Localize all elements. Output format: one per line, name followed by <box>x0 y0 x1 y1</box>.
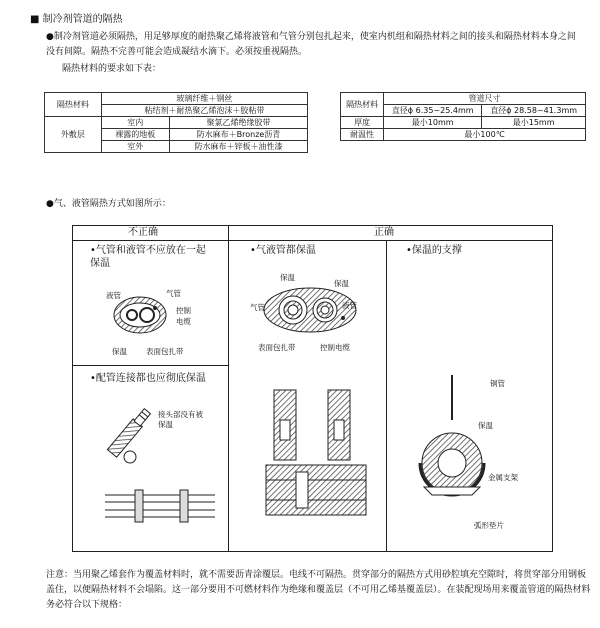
table-cell: 聚氯乙烯绝缘胶带 <box>169 117 307 129</box>
wrong-header: 不正确 <box>128 227 158 238</box>
table-cell: 玻璃纤维＋钢丝 <box>101 93 307 105</box>
table-cell: 裸露的地板 <box>101 129 169 141</box>
wrap-tape-label: 表面包扎带 <box>146 347 184 356</box>
insulated-joints-illustration <box>256 380 376 530</box>
wrong-right-divider <box>228 225 229 551</box>
right-divider <box>386 240 387 551</box>
table-cell: 管道尺寸 <box>384 93 586 105</box>
copper-pipe-label: 铜管 <box>490 379 505 388</box>
note-paragraph: 注意：当用聚乙烯套作为覆盖材料时，就不需要沥青涂覆层。电线不可隔热。贯穿部分的隔热方式用砂腔填充空隙时，将贯穿部分用钢板盖住，以便隔热材料不会塌陷。这一部分要用不可燃材料作为绝缘和覆盖层（不可用乙烯基覆盖层）。在装配现场用来覆盖管道的隔热材料务必符合以下规格： <box>46 570 591 610</box>
insulation-label: 保温 <box>112 347 127 356</box>
right1-title: •气液管都保温 <box>250 245 316 256</box>
wrong2-title: •配管连接都也应彻底保温 <box>90 373 206 384</box>
pipe-joint-illustration <box>100 480 220 530</box>
right-header: 正确 <box>374 227 394 238</box>
insulation-label-1: 保温 <box>280 273 295 282</box>
table-cell: 最小10mm <box>384 117 482 129</box>
table-cell: 最小100℃ <box>384 129 586 141</box>
intro-paragraph: ●制冷剂管道必须隔热，用足够厚度的耐热聚乙烯将液管和气管分别包扎起来，使室内机组和隔热材料之间的接头和隔热材料本身之间没有间隙。隔热不完善可能会造成凝结水滴下。必须按重视隔热。 <box>46 32 576 57</box>
table-cell: 隔热材料 <box>45 93 102 117</box>
method-title: ●气、液管隔热方式如图所示： <box>46 199 171 209</box>
table-cell: 直径ϕ 28.58~41.3mm <box>482 105 586 117</box>
control-cable-label: 控制电缆 <box>176 306 191 326</box>
wrong1-title: •气管和液管不应放在一起保温 <box>90 245 206 269</box>
insulation-material-table <box>44 92 308 153</box>
insulation-label: 保温 <box>478 421 493 430</box>
table-cell: 防水麻布＋Bronze沥青 <box>169 129 307 141</box>
table-cell: 室外 <box>101 141 169 153</box>
table-cell: 最小15mm <box>482 117 586 129</box>
support-illustration <box>410 375 500 515</box>
liquid-pipe-label: 液管 <box>342 301 357 310</box>
section-heading: ■ 制冷剂管道的隔热 <box>30 14 123 25</box>
header-divider <box>72 240 552 241</box>
liquid-pipe-label: 液管 <box>106 291 121 300</box>
table-cell: 外敷层 <box>45 117 102 153</box>
pipe-size-table <box>340 92 586 141</box>
arc-pad-label: 弧形垫片 <box>474 521 504 530</box>
control-cable-label: 控制电缆 <box>320 343 350 352</box>
gas-pipe-label: 气管 <box>250 303 265 312</box>
table-cell: 隔热材料 <box>341 93 384 117</box>
wrap-tape-label: 表面包扎带 <box>258 343 296 352</box>
table-cell: 防水麻布＋锌板＋油性漆 <box>169 141 307 153</box>
insulation-label-2: 保温 <box>334 279 349 288</box>
requirement-intro: 隔热材料的要求如下表： <box>62 64 162 74</box>
wrong-row-divider <box>72 365 228 366</box>
table-cell: 粘结剂＋耐热聚乙烯泡沫＋胶粘带 <box>101 105 307 117</box>
table-cell: 直径ϕ 6.35~25.4mm <box>384 105 482 117</box>
joint-not-insulated-label: 接头部没有被保温 <box>158 410 203 429</box>
table-cell: 耐温性 <box>341 129 384 141</box>
metal-bracket-label: 金属支架 <box>488 473 518 482</box>
separate-pipes-illustration <box>255 280 375 350</box>
gas-pipe-label: 气管 <box>166 289 181 298</box>
table-cell: 室内 <box>101 117 169 129</box>
table-cell: 厚度 <box>341 117 384 129</box>
right2-title: •保温的支撑 <box>406 245 462 256</box>
